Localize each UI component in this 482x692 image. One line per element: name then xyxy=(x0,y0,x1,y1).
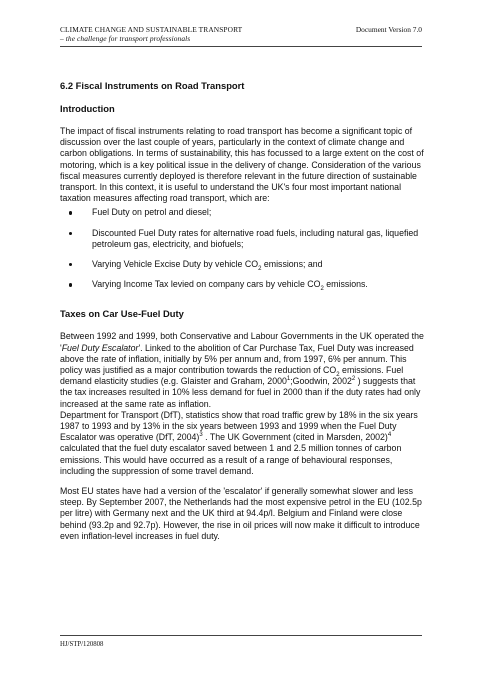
introduction-heading: Introduction xyxy=(60,103,115,114)
taxation-measures-list xyxy=(60,207,426,290)
list-item: Fuel Duty on petrol and diesel; xyxy=(60,207,426,218)
header-divider xyxy=(60,46,422,47)
fuel-duty-heading: Taxes on Car Use-Fuel Duty xyxy=(60,308,184,320)
traffic-growth-paragraph: Department for Transport (DfT), statistics show that road traffic grew by 18% in the six years 1987 to 1993 and by 13% in the six years between 1993 and 1999 when the Fuel Duty Escalator was operative (DfT, 2004)$^3$ . The UK Government (cited in Marsden, 2002)$^4$ calculated that the fuel duty escalator saved between 1 and 2.5 million tonnes of carbon emissions. This would have occurred as a result of a range of behavioural responses, including the suppression of some travel demand. xyxy=(60,409,418,476)
list-item: Discounted Fuel Duty rates for alternative road fuels, including natural gas, liquefied petroleum gas, electricity, and biofuels; xyxy=(60,228,426,250)
eu-comparison-paragraph: Most EU states have had a version of the 'escalator' if generally somewhat slower and less steep. By September 2007, the Netherlands had the most expensive petrol in the EU (102.5p per litre) with Germany next and the UK third at 94.4p/l. Belgium and Finland were close behind (93.2p and 92.7p). However, the rise in oil prices will now make it difficult to introduce even inflation-level increases in fuel duty. xyxy=(60,486,422,541)
document-header xyxy=(60,25,242,43)
document-body xyxy=(60,80,426,542)
list-item: Varying Income Tax levied on company cars by vehicle $CO_2$ emissions. xyxy=(60,279,426,290)
document-version: Document Version 7.0 xyxy=(355,25,422,34)
section-heading: 6.2 Fiscal Instruments on Road Transport xyxy=(60,80,245,91)
fuel-duty-paragraph: Between 1992 and 1999, both Conservative and Labour Governments in the UK operated the 'Fuel Duty Escalator'. Linked to the abolition of Car Purchase Tax, Fuel Duty was increased above the rate of inflation, initially by 5% per annum and, from 1997, 6% per annum. This policy was justified as a major contribution towards the reduction of $CO_2$ emissions. Fuel demand elasticity studies (e.g. Glaister and Graham, 2000$^1$;Goodwin, 2002$^2$ ) suggests that the tax increases resulted in 10% less demand for fuel in 2000 than if the duty rates had only increased at the same rate as inflation. xyxy=(60,331,424,409)
document-code: HJ/STP/120808 xyxy=(60,641,104,648)
header-subtitle: – the challenge for transport professionals xyxy=(60,34,191,43)
footer-divider xyxy=(60,635,422,636)
header-title: CLIMATE CHANGE AND SUSTAINABLE TRANSPORT xyxy=(60,25,243,34)
list-item: Varying Vehicle Excise Duty by vehicle $CO_2$ emissions; and xyxy=(60,259,426,270)
intro-paragraph: The impact of fiscal instruments relating to road transport has become a significant topic of discussion over the last couple of years, particularly in the context of climate change and carbon obligations. In terms of sustainability, this has focussed to a large extent on the cost of motoring, which is a key political issue in the delivery of change. Consideration of the various fiscal measures currently deployed is therefore relevant in the future direction of sustainable transport. In this context, it is useful to understand the UK's four most important national taxation measures affecting road transport, which are: xyxy=(60,126,424,204)
